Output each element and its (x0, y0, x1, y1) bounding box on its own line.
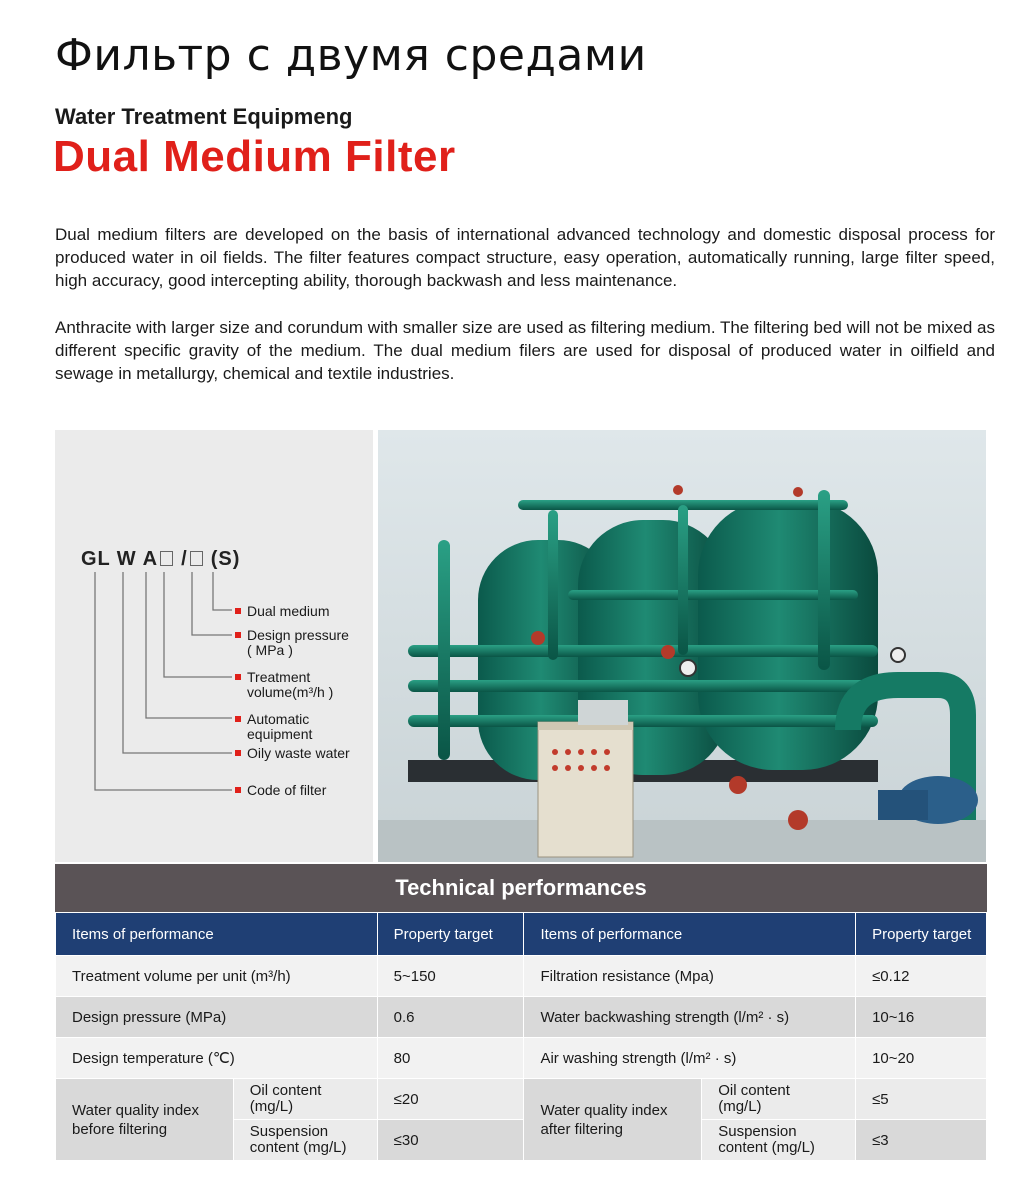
legend-automatic-equipment: Automatic equipment (247, 712, 312, 742)
page-subtitle: Water Treatment Equipmeng (55, 104, 353, 129)
header-items-1: Items of performance (56, 913, 378, 956)
cell-value: ≤20 (377, 1079, 524, 1120)
cell-item: Treatment volume per unit (m³/h) (56, 956, 378, 997)
cell-oil-content: Oil content (mg/L) (702, 1079, 856, 1120)
description-paragraph-2: Anthracite with larger size and corundum with smaller size are used as filtering medium. The filtering bed will not be mixed as different specific gravity of the medium. The dual medium filers are used for disposal of produced water in oilfield and sewage in metallurgy, chemical and textile industries. (55, 318, 995, 383)
page-title: Dual Medium Filter (53, 132, 456, 181)
cell-value: 80 (377, 1038, 524, 1079)
legend-bullet (235, 750, 241, 756)
cell-value: 5~150 (377, 956, 524, 997)
legend-oily-waste-water: Oily waste water (247, 746, 350, 761)
cell-item: Design temperature (℃) (56, 1038, 378, 1079)
cell-value: ≤5 (856, 1079, 987, 1120)
legend-bullet (235, 608, 241, 614)
legend-bullet (235, 674, 241, 680)
cell-value: ≤30 (377, 1120, 524, 1161)
cell-item: Design pressure (MPa) (56, 997, 378, 1038)
legend-bullet (235, 716, 241, 722)
cell-suspension-content: Suspension content (mg/L) (702, 1120, 856, 1161)
page-title-ru: Фильтр с двумя средами (55, 30, 647, 81)
performance-table (55, 912, 987, 1161)
legend-design-pressure: Design pressure ( MPa ) (247, 628, 349, 658)
code-s: (S) (210, 548, 241, 570)
cell-item: Air washing strength (l/m² · s) (524, 1038, 856, 1079)
model-code (81, 548, 240, 571)
cell-value: 10~20 (856, 1038, 987, 1079)
cell-item: Filtration resistance (Mpa) (524, 956, 856, 997)
table-header-row (56, 913, 987, 956)
cell-value: 10~16 (856, 997, 987, 1038)
legend-dual-medium: Dual medium (247, 604, 329, 619)
legend-code-of-filter: Code of filter (247, 783, 326, 798)
cell-water-quality-before: Water quality index before filtering (56, 1079, 234, 1161)
cell-suspension-content: Suspension content (mg/L) (233, 1120, 377, 1161)
cell-value: ≤3 (856, 1120, 987, 1161)
code-placeholder-box (160, 551, 173, 566)
cell-oil-content: Oil content (mg/L) (233, 1079, 377, 1120)
table-row (56, 1038, 987, 1079)
code-slash: / (181, 548, 188, 570)
legend-treatment-volume: Treatment volume(m³/h ) (247, 670, 333, 700)
header-target-1: Property target (377, 913, 524, 956)
code-a: A (142, 548, 159, 570)
legend-bullet (235, 632, 241, 638)
cell-water-quality-after: Water quality index after filtering (524, 1079, 702, 1161)
cell-value: 0.6 (377, 997, 524, 1038)
code-placeholder-box (190, 551, 203, 566)
header-target-2: Property target (856, 913, 987, 956)
table-row (56, 956, 987, 997)
legend-bullet (235, 787, 241, 793)
cell-item: Water backwashing strength (l/m² · s) (524, 997, 856, 1038)
code-w: W (116, 548, 137, 570)
code-gl: GL (81, 548, 111, 570)
table-row (56, 997, 987, 1038)
table-row (56, 1079, 987, 1120)
description-paragraph-1: Dual medium filters are developed on the basis of international advanced technology and domestic disposal process for produced water in oil fields. The filter features compact structure, easy operation, automatically running, large filter speed, high accuracy, good intercepting ability, thorough backwash and less maintenance. (55, 225, 995, 290)
equipment-photo (378, 430, 986, 862)
cell-value: ≤0.12 (856, 956, 987, 997)
technical-performances-title: Technical performances (55, 864, 987, 912)
header-items-2: Items of performance (524, 913, 856, 956)
